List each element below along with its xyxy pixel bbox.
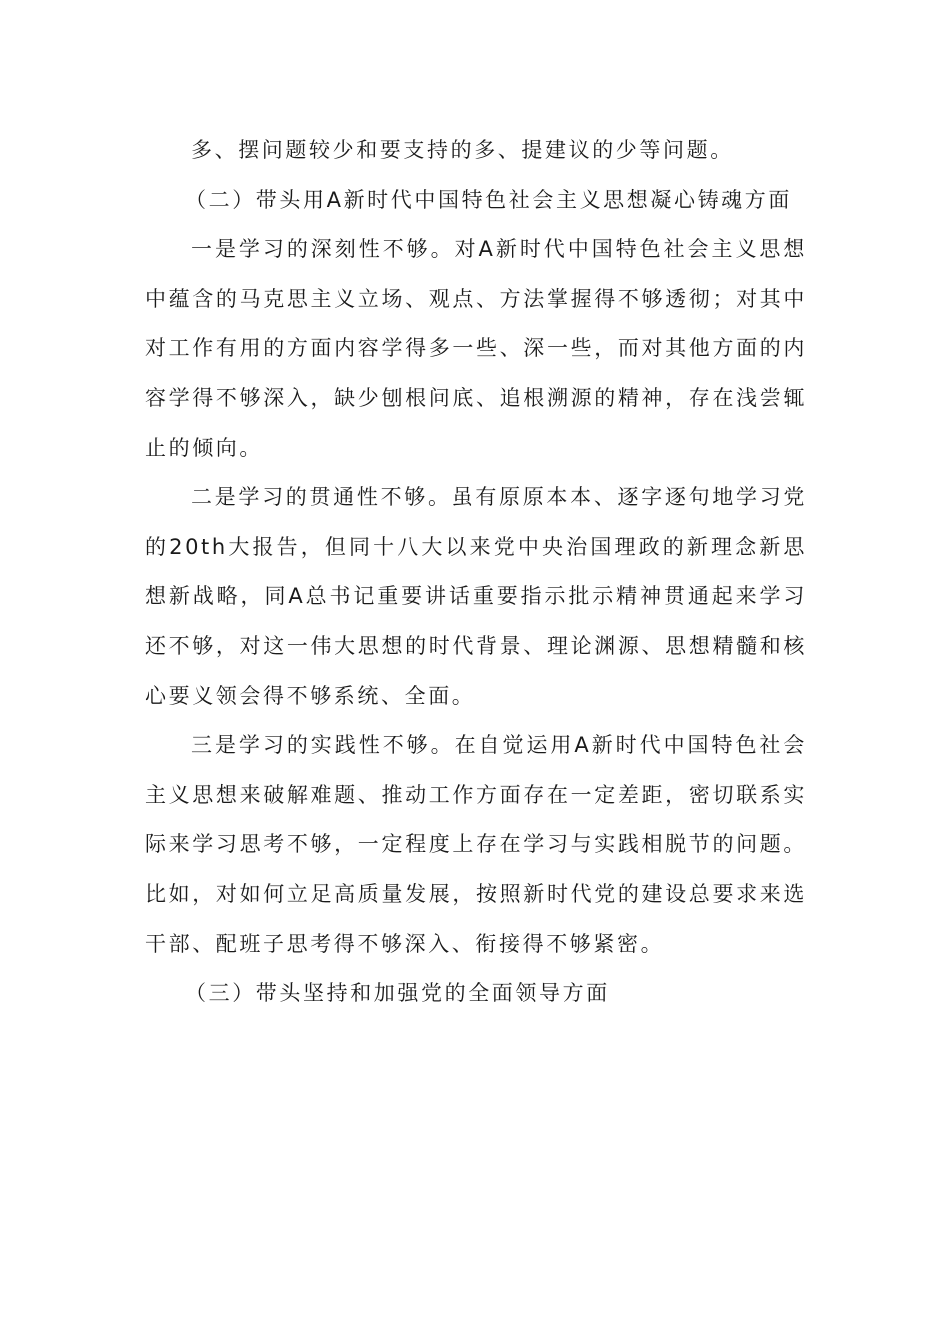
section-heading-3: （三）带头坚持和加强党的全面领导方面: [185, 981, 610, 1006]
document-body: [145, 126, 807, 1019]
paragraph-study-coherence: 二是学习的贯通性不够。虽有原原本本、逐字逐句地学习党的20th大报告，但同十八大以来党中央治国理政的新理念新思想新战略，同A总书记重要讲话重要指示批示精神贯通起来学习还不够，对这一伟大思想的时代背景、理论渊源、思想精髓和核心要义领会得不够系统、全面。: [145, 485, 807, 708]
paragraph-study-practice: 三是学习的实践性不够。在自觉运用A新时代中国特色社会主义思想来破解难题、推动工作方面存在一定差距，密切联系实际来学习思考不够，一定程度上存在学习与实践相脱节的问题。比如，对如何立足高质量发展，按照新时代党的建设总要求来选干部、配班子思考得不够深入、衔接得不够紧密。: [145, 733, 807, 956]
paragraph-study-depth: 一是学习的深刻性不够。对A新时代中国特色社会主义思想中蕴含的马克思主义立场、观点、方法掌握得不够透彻；对其中对工作有用的方面内容学得多一些、深一些，而对其他方面的内容学得不够深入，缺少刨根问底、追根溯源的精神，存在浅尝辄止的倾向。: [145, 237, 807, 460]
paragraph-continuation: 多、摆问题较少和要支持的多、提建议的少等问题。: [191, 138, 734, 162]
section-heading-2: （二）带头用A新时代中国特色社会主义思想凝心铸魂方面: [185, 187, 792, 212]
